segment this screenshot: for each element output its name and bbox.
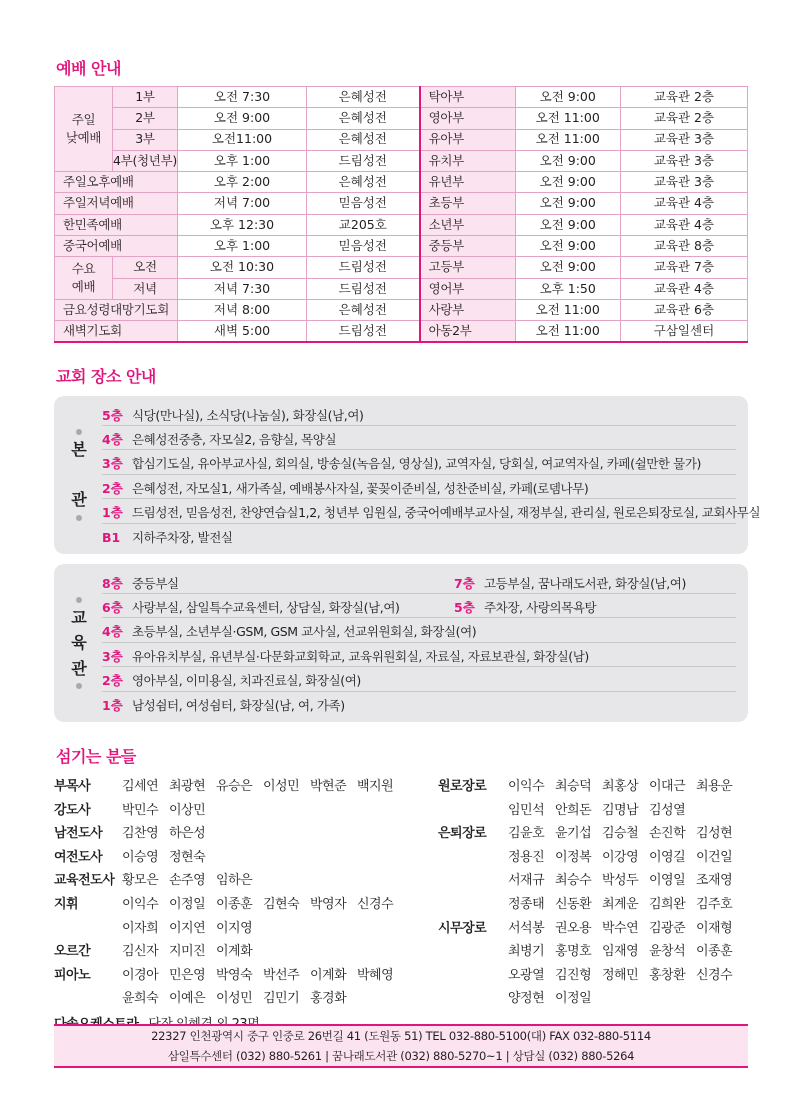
bullet-dot-icon	[76, 683, 82, 689]
worship-row	[55, 172, 748, 193]
floor-half	[102, 596, 399, 618]
staff-row	[54, 917, 414, 937]
floor-label: 3층	[102, 456, 123, 472]
staff-name: 박민수	[122, 802, 159, 818]
staff-name: 유승은	[216, 779, 253, 794]
staff-row	[54, 846, 414, 866]
bullet-dot-icon	[76, 597, 82, 603]
staff-role-label: 피아노	[54, 967, 91, 983]
worship-service-name: 주일오후예배	[55, 172, 178, 193]
worship-place: 은혜성전	[307, 172, 420, 193]
staff-row	[438, 799, 748, 819]
department-name: 탁아부	[420, 87, 515, 108]
staff-row	[54, 869, 414, 889]
staff-name: 이성민	[263, 779, 300, 794]
staff-name: 윤희숙	[122, 991, 159, 1007]
department-time: 오전 11:00	[515, 129, 620, 150]
worship-service-part: 2부	[113, 108, 178, 129]
staff-name: 이자희	[122, 920, 159, 936]
staff-name: 손주영	[169, 873, 206, 889]
worship-row	[55, 236, 748, 257]
department-name: 유치부	[420, 150, 515, 171]
worship-place: 드림성전	[307, 321, 420, 342]
staff-name: 박영숙	[216, 967, 253, 983]
staff-name: 하은성	[169, 826, 206, 842]
floor-rooms: 유아유치부실, 유년부실·다문화교회학교, 교육위원회실, 자료실, 자료보관실, 화장실(남)	[132, 648, 589, 664]
staff-name: 서재규	[508, 873, 545, 889]
department-place: 교육관 2층	[620, 108, 747, 129]
staff-name: 김찬영	[122, 826, 159, 842]
department-time: 오전 11:00	[515, 321, 620, 342]
floor-row	[102, 596, 736, 618]
staff-name: 김희완	[649, 897, 686, 912]
staff-name: 최광현	[169, 779, 206, 794]
places-section-title: 교회 장소 안내	[56, 367, 156, 386]
staff-name: 최병기	[508, 944, 545, 960]
floor-label: 2층	[102, 673, 123, 689]
department-name: 유년부	[420, 172, 515, 193]
staff-role-label: 지휘	[54, 897, 79, 912]
staff-role-label: 강도사	[54, 802, 91, 818]
staff-row	[54, 822, 414, 842]
staff-name: 안희돈	[555, 802, 592, 818]
staff-name: 정용진	[508, 849, 545, 865]
worship-row	[55, 87, 748, 108]
staff-row	[438, 964, 748, 984]
worship-place: 은혜성전	[307, 87, 420, 108]
staff-name: 이상민	[169, 802, 206, 818]
staff-name: 이익수	[122, 897, 159, 912]
staff-name: 서석봉	[508, 920, 545, 936]
worship-time: 오후 1:00	[177, 150, 306, 171]
worship-service-part: 4부(청년부)	[113, 150, 178, 171]
staff-name: 임재영	[602, 944, 639, 960]
staff-name: 김명남	[602, 802, 639, 818]
worship-service-name: 중국어예배	[55, 236, 178, 257]
staff-row	[54, 940, 414, 960]
worship-service-part: 오전	[113, 257, 178, 278]
worship-time: 새벽 5:00	[177, 321, 306, 342]
staff-role-label: 은퇴장로	[438, 826, 487, 842]
worship-service-part: 1부	[113, 87, 178, 108]
staff-name: 윤기섭	[555, 826, 592, 842]
worship-service-part: 저녁	[113, 278, 178, 299]
worship-row	[55, 214, 748, 235]
department-place: 교육관 4층	[620, 214, 747, 235]
staff-role-label: 남전도사	[54, 826, 103, 842]
staff-name: 임하은	[216, 873, 253, 889]
floor-rooms: 주차장, 사랑의목욕탕	[484, 600, 597, 616]
staff-name: 김신자	[122, 944, 159, 960]
worship-place: 믿음성전	[307, 193, 420, 214]
staff-role-label: 교육전도사	[54, 873, 115, 889]
floor-label: 2층	[102, 480, 123, 496]
staff-row	[54, 799, 414, 819]
staff-name: 이영길	[649, 849, 686, 865]
staff-name: 박선주	[263, 967, 300, 983]
floor-label: 1층	[102, 505, 123, 521]
department-place: 교육관 4층	[620, 193, 747, 214]
worship-group-label: 주일 낮예배	[55, 87, 113, 172]
staff-name: 홍경화	[310, 991, 347, 1007]
staff-name: 김세연	[122, 779, 159, 794]
staff-name: 황모은	[122, 873, 159, 889]
education-building-label: 교 육 관	[54, 564, 104, 722]
floor-row	[102, 404, 736, 426]
bullet-dot-icon	[76, 515, 82, 521]
staff-name: 박영자	[310, 897, 347, 912]
floor-rooms: 고등부실, 꿈나래도서관, 화장실(남,여)	[484, 576, 686, 591]
department-place: 교육관 2층	[620, 87, 747, 108]
worship-row	[55, 150, 748, 171]
worship-place: 드림성전	[307, 278, 420, 299]
staff-name: 최승덕	[555, 779, 592, 794]
staff-name: 신동환	[555, 897, 592, 912]
department-time: 오전 9:00	[515, 193, 620, 214]
staff-name: 최승수	[555, 873, 592, 889]
staff-name: 홍창환	[649, 967, 686, 983]
department-time: 오전 11:00	[515, 108, 620, 129]
staff-name: 이종훈	[696, 944, 733, 960]
floor-row	[102, 645, 736, 667]
staff-row	[438, 893, 748, 913]
department-place: 교육관 3층	[620, 129, 747, 150]
floor-label: B1	[102, 529, 121, 545]
worship-service-name: 주일저녁예배	[55, 193, 178, 214]
staff-name: 김민기	[263, 991, 300, 1007]
phone-line: 삼일특수센터 (032) 880-5261 | 꿈나래도서관 (032) 880-5270~1 | 상담실 (032) 880-5264	[167, 1049, 635, 1063]
staff-row	[438, 940, 748, 960]
staff-name: 김성열	[649, 802, 686, 818]
staff-row	[438, 775, 748, 795]
floor-row	[102, 670, 736, 692]
contact-footer	[54, 1024, 748, 1068]
staff-name: 이정복	[555, 849, 592, 865]
staff-role-label: 오르간	[54, 944, 91, 960]
staff-name: 이건일	[696, 849, 733, 865]
department-place: 교육관 3층	[620, 172, 747, 193]
staff-name: 정종태	[508, 897, 545, 912]
floor-label: 3층	[102, 648, 123, 664]
floor-rooms: 은혜성전중층, 자모실2, 음향실, 목양실	[132, 431, 337, 447]
staff-name: 김진형	[555, 967, 592, 983]
floor-label: 7층	[454, 576, 475, 591]
staff-name: 이계화	[216, 944, 253, 960]
floor-row	[102, 502, 761, 524]
staff-name: 이종훈	[216, 897, 253, 912]
main-building-label: 본 관	[54, 396, 104, 554]
floor-row	[102, 694, 736, 716]
worship-place: 은혜성전	[307, 299, 420, 320]
worship-row	[55, 321, 748, 342]
staff-name: 홍명호	[555, 944, 592, 960]
staff-row	[438, 917, 748, 937]
staff-row	[438, 846, 748, 866]
floor-rooms: 초등부실, 소년부실·GSM, GSM 교사실, 선교위원회실, 화장실(여)	[132, 624, 477, 640]
staff-name: 이계화	[310, 967, 347, 983]
staff-name: 임민석	[508, 802, 545, 818]
staff-name: 이영일	[649, 873, 686, 889]
staff-name: 이정일	[169, 897, 206, 912]
staff-name: 이지연	[169, 920, 206, 936]
worship-service-name: 한민족예배	[55, 214, 178, 235]
floor-rooms: 남성쉼터, 여성쉼터, 화장실(남, 여, 가족)	[132, 698, 345, 713]
worship-service-part: 3부	[113, 129, 178, 150]
staff-row	[438, 987, 748, 1007]
worship-section-title: 예배 안내	[56, 59, 121, 78]
worship-row	[55, 299, 748, 320]
floor-rooms: 식당(만나실), 소식당(나눔실), 화장실(남,여)	[132, 407, 364, 423]
floor-label: 8층	[102, 576, 123, 591]
department-time: 오전 11:00	[515, 299, 620, 320]
staff-name: 이재형	[696, 920, 733, 936]
department-place: 구삼일센터	[620, 321, 747, 342]
worship-row	[55, 278, 748, 299]
worship-time: 오전 9:00	[177, 108, 306, 129]
staff-name: 최홍상	[602, 779, 639, 794]
staff-name: 양정현	[508, 991, 545, 1007]
staff-name: 윤창석	[649, 944, 686, 960]
staff-row	[54, 893, 414, 913]
staff-row	[438, 869, 748, 889]
staff-name: 이경아	[122, 967, 159, 983]
worship-schedule-table	[54, 86, 748, 343]
staff-name: 이익수	[508, 779, 545, 794]
department-place: 교육관 3층	[620, 150, 747, 171]
staff-name: 이강영	[602, 849, 639, 865]
department-name: 중등부	[420, 236, 515, 257]
staff-name: 박현준	[310, 779, 347, 794]
worship-service-name: 금요성령대망기도회	[55, 299, 178, 320]
department-name: 고등부	[420, 257, 515, 278]
staff-name: 민은영	[169, 967, 206, 983]
floor-half	[454, 572, 686, 594]
staff-name: 손진학	[649, 826, 686, 842]
worship-time: 오전11:00	[177, 129, 306, 150]
staff-row	[54, 987, 414, 1007]
floor-row	[102, 477, 736, 499]
floor-rooms: 사랑부실, 삼일특수교육센터, 상담실, 화장실(남,여)	[132, 600, 400, 616]
worship-place: 은혜성전	[307, 129, 420, 150]
department-name: 영아부	[420, 108, 515, 129]
staff-name: 김현숙	[263, 897, 300, 912]
department-place: 교육관 8층	[620, 236, 747, 257]
worship-place: 드림성전	[307, 257, 420, 278]
floor-rooms: 드림성전, 믿음성전, 찬양연습실1,2, 청년부 임원실, 중국어예배부교사실, 재정부실, 관리실, 원로은퇴장로실, 교회사무실	[132, 505, 761, 521]
staff-role-label: 원로장로	[438, 779, 487, 794]
department-time: 오전 9:00	[515, 150, 620, 171]
worship-row	[55, 108, 748, 129]
worship-place: 드림성전	[307, 150, 420, 171]
staff-name: 김윤호	[508, 826, 545, 842]
department-place: 교육관 4층	[620, 278, 747, 299]
staff-name: 최계운	[602, 897, 639, 912]
staff-name: 박수연	[602, 920, 639, 936]
floor-label: 4층	[102, 431, 123, 447]
staff-name: 이예은	[169, 991, 206, 1007]
staff-name: 박혜영	[357, 967, 394, 983]
staff-name: 정현숙	[169, 849, 206, 865]
worship-time: 오전 7:30	[177, 87, 306, 108]
worship-time: 오후 12:30	[177, 214, 306, 235]
department-name: 유아부	[420, 129, 515, 150]
worship-time: 저녁 7:30	[177, 278, 306, 299]
worship-group-label: 수요 예배	[55, 257, 113, 300]
staff-role-label: 부목사	[54, 779, 91, 794]
staff-name: 권오용	[555, 920, 592, 936]
floor-label: 4층	[102, 624, 123, 640]
worship-place: 교205호	[307, 214, 420, 235]
floor-row	[102, 621, 736, 643]
department-time: 오전 9:00	[515, 236, 620, 257]
floor-half	[102, 572, 179, 594]
address-line: 22327 인천광역시 중구 인중로 26번길 41 (도원동 51) TEL 032-880-5100(대) FAX 032-880-5114	[151, 1029, 651, 1043]
floor-row	[102, 572, 736, 594]
staff-name: 이정일	[555, 991, 592, 1007]
department-place: 교육관 7층	[620, 257, 747, 278]
worship-row	[55, 129, 748, 150]
worship-time: 오후 2:00	[177, 172, 306, 193]
floor-rooms: 영아부실, 이미용실, 치과진료실, 화장실(여)	[132, 673, 361, 689]
department-time: 오전 9:00	[515, 257, 620, 278]
worship-time: 오전 10:30	[177, 257, 306, 278]
staff-name: 신경수	[357, 897, 394, 912]
floor-rooms: 중등부실	[132, 576, 179, 591]
department-name: 영어부	[420, 278, 515, 299]
floor-label: 1층	[102, 698, 123, 713]
department-time: 오전 9:00	[515, 172, 620, 193]
staff-name: 김승철	[602, 826, 639, 842]
department-name: 초등부	[420, 193, 515, 214]
worship-time: 오후 1:00	[177, 236, 306, 257]
staff-name: 김주호	[696, 897, 733, 912]
department-time: 오후 1:50	[515, 278, 620, 299]
floor-label: 6층	[102, 600, 123, 616]
staff-name: 김성현	[696, 826, 733, 842]
department-place: 교육관 6층	[620, 299, 747, 320]
staff-row	[54, 964, 414, 984]
worship-row	[55, 257, 748, 278]
staff-name: 이대근	[649, 779, 686, 794]
floor-label: 5층	[102, 407, 123, 423]
worship-time: 저녁 7:00	[177, 193, 306, 214]
worship-row	[55, 193, 748, 214]
worship-time: 저녁 8:00	[177, 299, 306, 320]
worship-place: 은혜성전	[307, 108, 420, 129]
staff-name: 이승영	[122, 849, 159, 865]
staff-name: 지미진	[169, 944, 206, 960]
floor-rooms: 합심기도실, 유아부교사실, 회의실, 방송실(녹음실, 영상실), 교역자실, 당회실, 여교역자실, 카페(쉴만한 물가)	[132, 456, 702, 472]
staff-section-title: 섬기는 분들	[56, 747, 136, 766]
staff-row	[54, 775, 414, 795]
department-name: 소년부	[420, 214, 515, 235]
floor-row	[102, 453, 736, 475]
staff-row	[438, 822, 748, 842]
floor-label: 5층	[454, 600, 475, 616]
floor-half	[454, 596, 596, 618]
bullet-dot-icon	[76, 429, 82, 435]
staff-name: 오광열	[508, 967, 545, 983]
floor-rooms: 은혜성전, 자모실1, 새가족실, 예배봉사자실, 꽃꽂이준비실, 성찬준비실, 카페(로뎀나무)	[132, 480, 589, 496]
education-building-box	[54, 564, 748, 722]
staff-name: 신경수	[696, 967, 733, 983]
department-time: 오전 9:00	[515, 214, 620, 235]
staff-name: 조재영	[696, 873, 733, 889]
staff-name: 백지원	[357, 779, 394, 794]
main-building-box	[54, 396, 761, 554]
staff-name: 김광준	[649, 920, 686, 936]
staff-name: 최용운	[696, 779, 733, 794]
staff-role-label: 여전도사	[54, 849, 103, 865]
staff-name: 박성두	[602, 873, 639, 889]
department-name: 사랑부	[420, 299, 515, 320]
staff-name: 정해민	[602, 967, 639, 983]
floor-rooms: 지하주차장, 발전실	[132, 530, 233, 545]
staff-name: 이지영	[216, 920, 253, 936]
staff-role-label: 시무장로	[438, 920, 487, 936]
worship-service-name: 새벽기도회	[55, 321, 178, 342]
floor-row	[102, 526, 736, 548]
department-time: 오전 9:00	[515, 87, 620, 108]
staff-name: 이성민	[216, 991, 253, 1007]
floor-row	[102, 428, 736, 450]
worship-place: 믿음성전	[307, 236, 420, 257]
department-name: 아동2부	[420, 321, 515, 342]
